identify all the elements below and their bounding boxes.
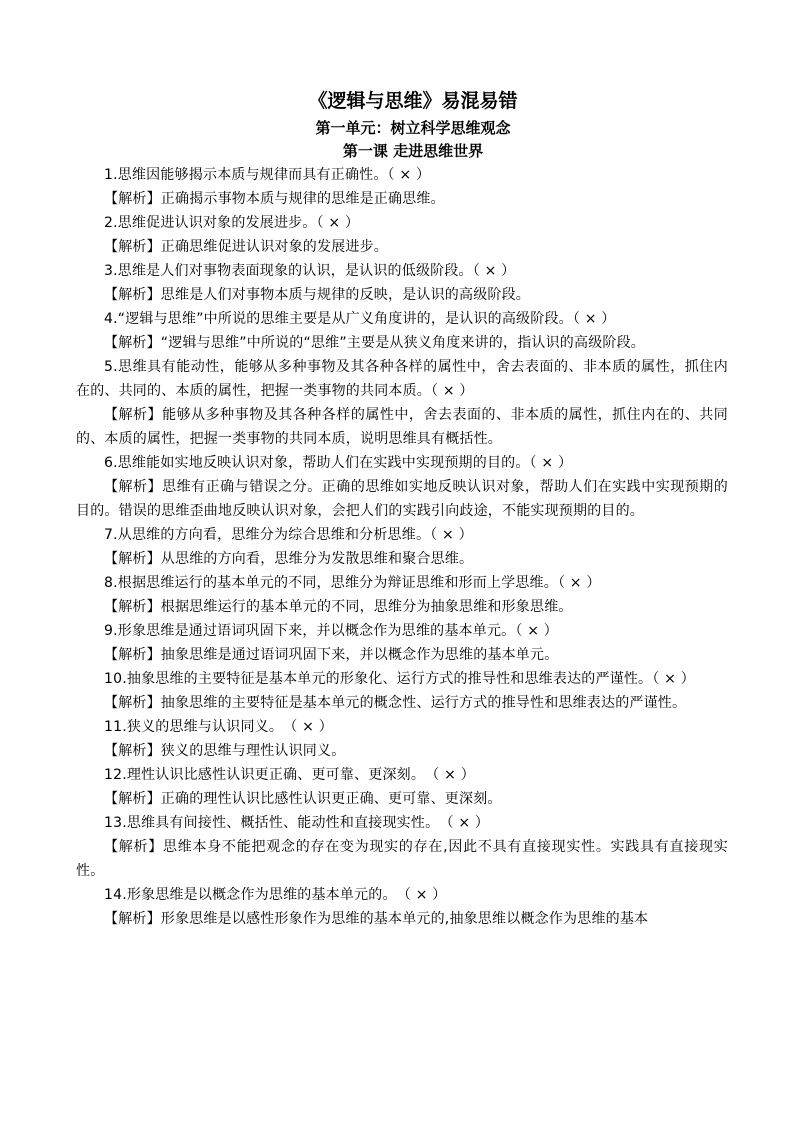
question-item: 11.狭义的思维与认识同义。 （ × ） — [104, 719, 333, 735]
question-item: 8.根据思维运行的基本单元的不同，思维分为辩证思维和形而上学思维。（ × ） — [104, 575, 601, 591]
document-page — [76, 86, 728, 931]
analysis-item: 【解析】正确揭示事物本质与规律的思维是正确思维。 — [104, 191, 445, 207]
analysis-item: 【解析】思维本身不能把观念的存在变为现实的存在,因此不具有直接现实性。实践具有直接现实性。 — [76, 839, 728, 879]
analysis-item: 【解析】从思维的方向看，思维分为发散思维和聚合思维。 — [104, 551, 474, 567]
analysis-item: 【解析】抽象思维是通过语词巩固下来，并以概念作为思维的基本单元。 — [104, 647, 559, 663]
question-item: 12.理性认识比感性认识更正确、更可靠、更深刻。 （ × ） — [104, 767, 475, 783]
question-item: 6.思维能如实地反映认识对象，帮助人们在实践中实现预期的目的。（ × ） — [104, 455, 573, 471]
analysis-item: 【解析】正确的理性认识比感性认识更正确、更可靠、更深刻。 — [104, 791, 502, 807]
analysis-item: 【解析】思维是人们对事物本质与规律的反映，是认识的高级阶段。 — [104, 287, 530, 303]
question-item: 14.形象思维是以概念作为思维的基本单元的。 （ × ） — [104, 887, 447, 903]
question-item: 3.思维是人们对事物表面现象的认识，是认识的低级阶段。（ × ） — [104, 263, 516, 279]
analysis-item: 【解析】形象思维是以感性形象作为思维的基本单元的,抽象思维以概念作为思维的基本 — [104, 911, 649, 927]
analysis-item: 【解析】正确思维促进认识对象的发展进步。 — [104, 239, 388, 255]
analysis-item: 【解析】抽象思维的主要特征是基本单元的概念性、运行方式的推导性和思维表达的严谨性。 — [104, 695, 687, 711]
question-item: 10.抽象思维的主要特征是基本单元的形象化、运行方式的推导性和思维表达的严谨性。（ × ） — [104, 671, 695, 687]
unit-heading: 第一单元：树立科学思维观念 — [315, 119, 511, 137]
document-title: 《逻辑与思维》易混易错 — [308, 90, 518, 112]
question-item: 4.“逻辑与思维”中所说的思维主要是从广义角度讲的，是认识的高级阶段。（ × ） — [104, 311, 616, 327]
lesson-heading: 第一课 走进思维世界 — [342, 142, 484, 160]
analysis-item: 【解析】能够从多种事物及其各种各样的属性中，舍去表面的、非本质的属性，抓住内在的、共同的、本质的属性，把握一类事物的共同本质，说明思维具有概括性。 — [76, 407, 728, 447]
question-item: 2.思维促进认识对象的发展进步。（ × ） — [104, 215, 360, 231]
question-item: 9.形象思维是通过语词巩固下来，并以概念作为思维的基本单元。（ × ） — [104, 623, 558, 639]
question-item: 7.从思维的方向看，思维分为综合思维和分析思维。（ × ） — [104, 527, 473, 543]
question-list — [76, 163, 728, 931]
question-item: 1.思维因能够揭示本质与规律而具有正确性。（ × ） — [104, 167, 431, 183]
question-item: 5.思维具有能动性，能够从多种事物及其各种各样的属性中，舍去表面的、非本质的属性，抓住内在的、共同的、本质的属性，把握一类事物的共同本质。（ × ） — [76, 359, 728, 399]
analysis-item: 【解析】“逻辑与思维”中所说的“思维”主要是从狭义角度来讲的，指认识的高级阶段。 — [104, 335, 646, 351]
analysis-item: 【解析】思维有正确与错误之分。正确的思维如实地反映认识对象，帮助人们在实践中实现预期的目的。错误的思维歪曲地反映认识对象，会把人们的实践引向歧途，不能实现预期的目的。 — [76, 479, 728, 519]
question-item: 13.思维具有间接性、概括性、能动性和直接现实性。 （ × ） — [104, 815, 490, 831]
analysis-item: 【解析】根据思维运行的基本单元的不同，思维分为抽象思维和形象思维。 — [104, 599, 573, 615]
analysis-item: 【解析】狭义的思维与理性认识同义。 — [104, 743, 346, 759]
